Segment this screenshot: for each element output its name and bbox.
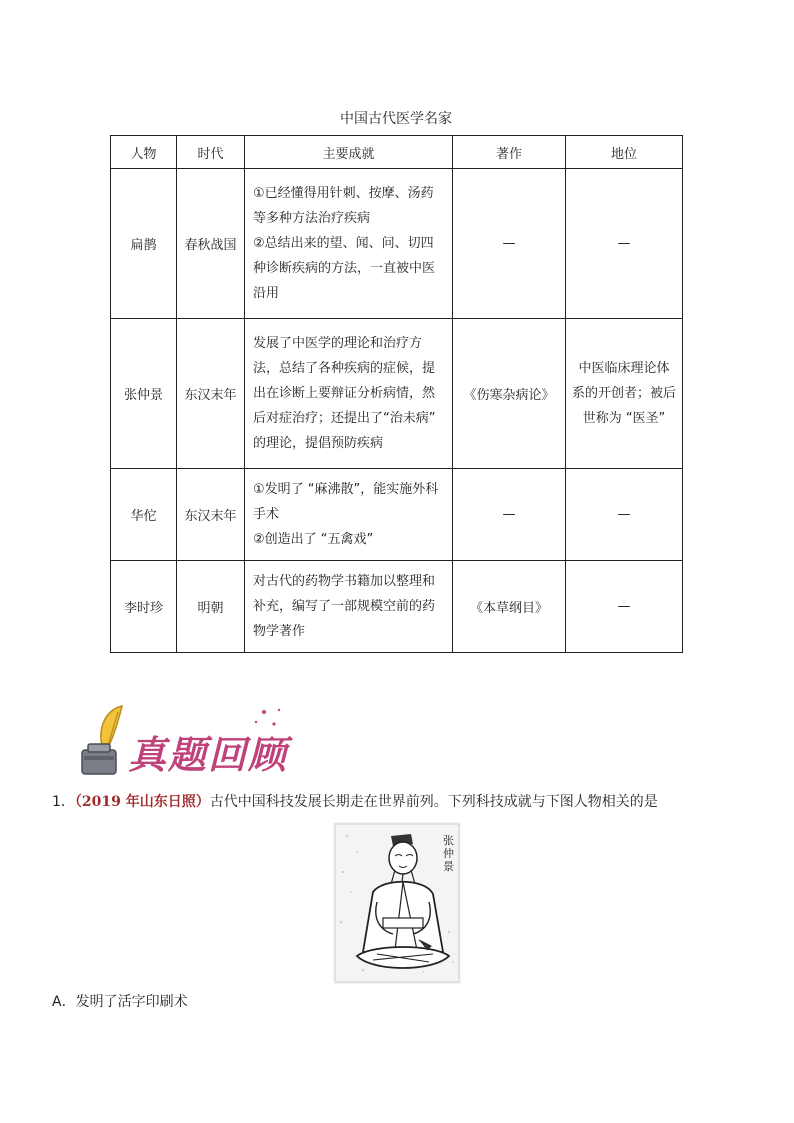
status-line: — <box>617 599 631 614</box>
header-works: 著作 <box>453 136 566 169</box>
table-title: 中国古代医学名家 <box>340 111 452 127</box>
achievement-line: 补充，编写了一部规模空前的药 <box>253 599 436 614</box>
achievement-line: 发展了中医学的理论和治疗方 <box>253 336 423 351</box>
achievement-line: 的理论，提倡预防疾病 <box>253 436 384 451</box>
person-cell: 扁鹊 <box>111 169 177 319</box>
table-row <box>111 169 683 319</box>
achievement-line: 种诊断疾病的方法，一直被中医 <box>253 261 436 276</box>
achievement-line: ②创造出了 “五禽戏” <box>253 532 374 547</box>
person-cell: 华佗 <box>111 469 177 561</box>
table-row <box>111 469 683 561</box>
achievements-cell <box>245 561 453 653</box>
works-cell: — <box>453 169 566 319</box>
header-status: 地位 <box>566 136 683 169</box>
achievements-cell <box>245 169 453 319</box>
status-cell <box>566 561 683 653</box>
question-number: 1． <box>52 794 75 810</box>
svg-text:仲: 仲 <box>443 847 454 860</box>
table-header-row <box>111 136 683 169</box>
achievement-line: ②总结出来的望、闻、问、切四 <box>253 236 434 251</box>
status-cell <box>566 169 683 319</box>
question-text: 古代中国科技发展长期走在世界前列。下列科技成就与下图人物相关的是 <box>209 794 658 810</box>
achievement-line: 法，总结了各种疾病的症候，提 <box>253 361 436 376</box>
era-cell: 东汉末年 <box>177 469 245 561</box>
table-row <box>111 561 683 653</box>
status-line: 系的开创者；被后 <box>572 386 677 401</box>
status-cell <box>566 469 683 561</box>
header-person: 人物 <box>111 136 177 169</box>
achievement-line: 沿用 <box>253 286 280 301</box>
achievement-line: ①已经懂得用针刺、按摩、汤药 <box>253 186 434 201</box>
era-cell: 春秋战国 <box>177 169 245 319</box>
svg-text:景: 景 <box>443 860 454 873</box>
status-cell <box>566 319 683 469</box>
achievement-line: 后对症治疗；还提出了“治未病” <box>253 411 436 426</box>
achievement-line: 出在诊断上要辩证分析病情，然 <box>253 386 436 401</box>
status-line: — <box>617 507 631 522</box>
achievement-line: 物学著作 <box>253 624 306 639</box>
person-cell: 李时珍 <box>111 561 177 653</box>
achievements-cell <box>245 469 453 561</box>
era-cell: 明朝 <box>177 561 245 653</box>
achievement-line: 等多种方法治疗疾病 <box>253 211 371 226</box>
achievements-cell <box>245 319 453 469</box>
question-source: （2019 年山东日照） <box>74 794 210 810</box>
question-stem <box>52 792 752 812</box>
achievement-line: 手术 <box>253 507 280 522</box>
svg-text:张: 张 <box>443 834 454 847</box>
physicians-table <box>110 135 683 653</box>
portrait-image <box>333 822 461 984</box>
works-cell: 《本草纲目》 <box>453 561 566 653</box>
achievement-line: 对古代的药物学书籍加以整理和 <box>253 574 436 589</box>
status-line: 中医临床理论体 <box>578 361 670 376</box>
status-line: 世称为 “医圣” <box>582 411 666 426</box>
person-cell: 张仲景 <box>111 319 177 469</box>
works-cell: — <box>453 469 566 561</box>
works-cell: 《伤寒杂病论》 <box>453 319 566 469</box>
header-achievements: 主要成就 <box>245 136 453 169</box>
option-a: A．发明了活字印刷术 <box>52 994 188 1010</box>
header-era: 时代 <box>177 136 245 169</box>
table-row <box>111 319 683 469</box>
achievement-line: ①发明了 “麻沸散”，能实施外科 <box>253 482 439 497</box>
section-title: 真题回顾 <box>128 732 289 777</box>
status-line: — <box>617 236 631 251</box>
era-cell: 东汉末年 <box>177 319 245 469</box>
